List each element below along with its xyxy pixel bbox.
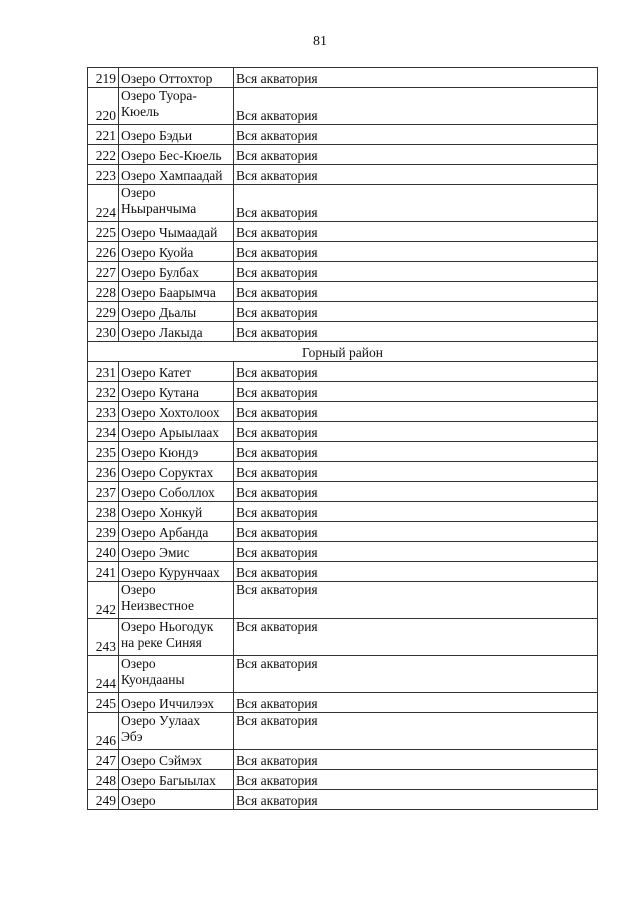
row-number: 227 — [88, 262, 119, 282]
row-number: 225 — [88, 222, 119, 242]
area-description: Вся акватория — [234, 750, 598, 770]
row-number: 244 — [88, 656, 119, 693]
row-number: 237 — [88, 482, 119, 502]
area-description: Вся акватория — [234, 656, 598, 693]
page-number: 81 — [313, 34, 327, 49]
lake-name: Озеро Хампаадай — [119, 165, 234, 185]
lake-name: Озеро Эмис — [119, 542, 234, 562]
lake-name: Озеро Баарымча — [119, 282, 234, 302]
lake-name: Озеро Багыылах — [119, 770, 234, 790]
area-description: Вся акватория — [234, 693, 598, 713]
table-row — [88, 482, 598, 502]
lake-name: Озеро Ньыранчыма — [119, 185, 234, 222]
row-number: 240 — [88, 542, 119, 562]
area-description: Вся акватория — [234, 222, 598, 242]
lake-name: Озеро Катет — [119, 362, 234, 382]
table-row — [88, 165, 598, 185]
row-number: 235 — [88, 442, 119, 462]
area-description: Вся акватория — [234, 322, 598, 342]
table-row — [88, 693, 598, 713]
row-number: 246 — [88, 713, 119, 750]
area-description: Вся акватория — [234, 442, 598, 462]
row-number: 243 — [88, 619, 119, 656]
table-row — [88, 382, 598, 402]
area-description: Вся акватория — [234, 522, 598, 542]
lake-name: Озеро Арбанда — [119, 522, 234, 542]
area-description: Вся акватория — [234, 382, 598, 402]
table-row — [88, 619, 598, 656]
table-row — [88, 656, 598, 693]
table-row — [88, 322, 598, 342]
area-description: Вся акватория — [234, 125, 598, 145]
lake-name: Озеро Бес-Кюель — [119, 145, 234, 165]
area-description: Вся акватория — [234, 185, 598, 222]
row-number: 222 — [88, 145, 119, 165]
lake-name: Озеро Булбах — [119, 262, 234, 282]
area-description: Вся акватория — [234, 68, 598, 88]
table-row — [88, 282, 598, 302]
area-description: Вся акватория — [234, 582, 598, 619]
lake-name: Озеро Ньогодук на реке Синяя — [119, 619, 234, 656]
table-row — [88, 582, 598, 619]
row-number: 233 — [88, 402, 119, 422]
row-number: 232 — [88, 382, 119, 402]
lake-name: Озеро Кутана — [119, 382, 234, 402]
row-number: 223 — [88, 165, 119, 185]
table-row — [88, 522, 598, 542]
table-row — [88, 145, 598, 165]
section-title: Горный район — [88, 342, 598, 362]
row-number: 236 — [88, 462, 119, 482]
table-row — [88, 770, 598, 790]
table-row — [88, 542, 598, 562]
table-row — [88, 362, 598, 382]
lake-name: Озеро Сэймэх — [119, 750, 234, 770]
area-description: Вся акватория — [234, 713, 598, 750]
section-row — [88, 342, 598, 362]
table-row — [88, 502, 598, 522]
table-row — [88, 88, 598, 125]
row-number: 234 — [88, 422, 119, 442]
area-description: Вся акватория — [234, 302, 598, 322]
row-number: 242 — [88, 582, 119, 619]
row-number: 245 — [88, 693, 119, 713]
area-description: Вся акватория — [234, 502, 598, 522]
table-row — [88, 402, 598, 422]
row-number: 230 — [88, 322, 119, 342]
lake-name: Озеро Курунчаах — [119, 562, 234, 582]
lake-name: Озеро Дьалы — [119, 302, 234, 322]
lake-name: Озеро Куойа — [119, 242, 234, 262]
row-number: 229 — [88, 302, 119, 322]
area-description: Вся акватория — [234, 145, 598, 165]
row-number: 239 — [88, 522, 119, 542]
table-row — [88, 462, 598, 482]
area-description: Вся акватория — [234, 262, 598, 282]
lake-name: Озеро — [119, 790, 234, 810]
lake-name: Озеро Неизвестное — [119, 582, 234, 619]
area-description: Вся акватория — [234, 282, 598, 302]
lakes-table-body — [88, 68, 598, 810]
lake-name: Озеро Хонкуй — [119, 502, 234, 522]
row-number: 221 — [88, 125, 119, 145]
lake-name: Озеро Арыылаах — [119, 422, 234, 442]
row-number: 231 — [88, 362, 119, 382]
table-row — [88, 713, 598, 750]
row-number: 228 — [88, 282, 119, 302]
area-description: Вся акватория — [234, 462, 598, 482]
table-row — [88, 750, 598, 770]
lake-name: Озеро Лакыда — [119, 322, 234, 342]
row-number: 219 — [88, 68, 119, 88]
row-number: 220 — [88, 88, 119, 125]
row-number: 247 — [88, 750, 119, 770]
lakes-table — [87, 67, 598, 810]
lake-name: Озеро Чымаадай — [119, 222, 234, 242]
lake-name: Озеро Хохтолоох — [119, 402, 234, 422]
table-row — [88, 442, 598, 462]
table-row — [88, 185, 598, 222]
table-row — [88, 68, 598, 88]
area-description: Вся акватория — [234, 542, 598, 562]
table-row — [88, 262, 598, 282]
row-number: 241 — [88, 562, 119, 582]
table-row — [88, 562, 598, 582]
table-row — [88, 790, 598, 810]
row-number: 238 — [88, 502, 119, 522]
area-description: Вся акватория — [234, 402, 598, 422]
row-number: 248 — [88, 770, 119, 790]
row-number: 249 — [88, 790, 119, 810]
table-row — [88, 125, 598, 145]
table-row — [88, 222, 598, 242]
area-description: Вся акватория — [234, 165, 598, 185]
area-description: Вся акватория — [234, 619, 598, 656]
area-description: Вся акватория — [234, 422, 598, 442]
area-description: Вся акватория — [234, 88, 598, 125]
lake-name: Озеро Соруктах — [119, 462, 234, 482]
area-description: Вся акватория — [234, 790, 598, 810]
lake-name: Озеро Куондааны — [119, 656, 234, 693]
area-description: Вся акватория — [234, 770, 598, 790]
area-description: Вся акватория — [234, 562, 598, 582]
lake-name: Озеро Кюндэ — [119, 442, 234, 462]
row-number: 224 — [88, 185, 119, 222]
table-row — [88, 422, 598, 442]
lake-name: Озеро Бэдьи — [119, 125, 234, 145]
area-description: Вся акватория — [234, 482, 598, 502]
table-row — [88, 242, 598, 262]
lake-name: Озеро Иччилээх — [119, 693, 234, 713]
lake-name: Озеро Соболлох — [119, 482, 234, 502]
area-description: Вся акватория — [234, 242, 598, 262]
area-description: Вся акватория — [234, 362, 598, 382]
lake-name: Озеро Туора- Кюель — [119, 88, 234, 125]
row-number: 226 — [88, 242, 119, 262]
table-row — [88, 302, 598, 322]
lake-name: Озеро Уулаах Эбэ — [119, 713, 234, 750]
lake-name: Озеро Оттохтор — [119, 68, 234, 88]
